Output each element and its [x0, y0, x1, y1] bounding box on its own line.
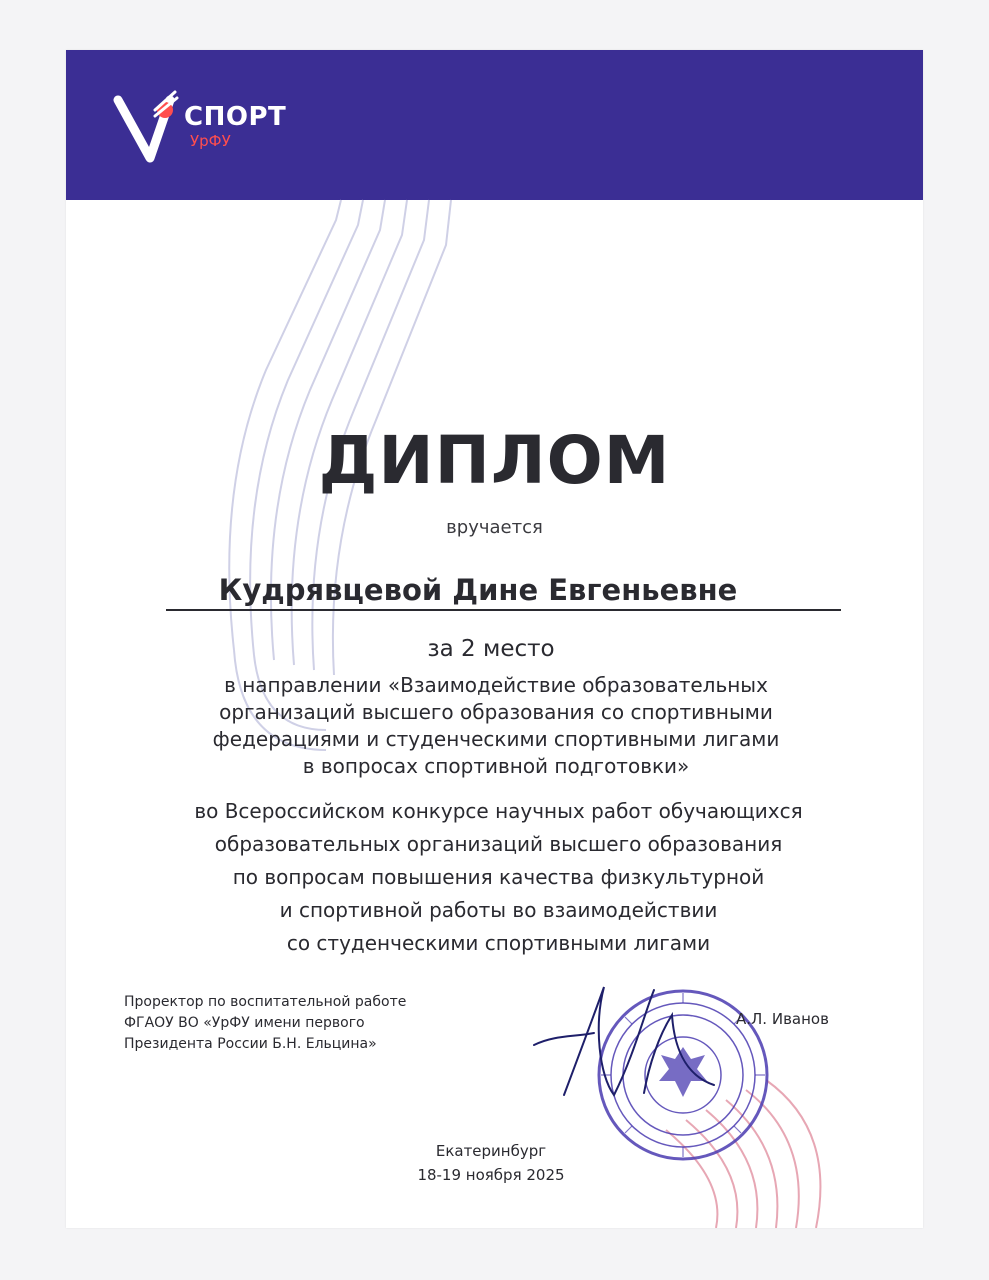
- signer-name: А.Л. Иванов: [736, 1010, 829, 1028]
- contest-line: по вопросам повышения качества физкультурной: [232, 865, 765, 889]
- recipient-underline: [166, 609, 841, 611]
- contest-text: [86, 795, 911, 960]
- logo-mark-icon: [110, 78, 190, 170]
- signer-position: [124, 992, 464, 1055]
- place-text: за 2 место: [427, 636, 555, 662]
- signer-position-line: ФГАОУ ВО «УрФУ имени первого: [124, 1015, 365, 1031]
- logo-text-main: СПОРТ: [184, 102, 287, 132]
- footer-city: Екатеринбург: [435, 1142, 547, 1160]
- sport-urfu-logo: [110, 78, 290, 170]
- contest-line: и спортивной работы во взаимодействии: [279, 898, 718, 922]
- awarded-text: вручается: [446, 517, 543, 538]
- diploma-title: ДИПЛОМ: [318, 422, 671, 499]
- contest-line: образовательных организаций высшего образования: [214, 832, 783, 856]
- diploma-page: [66, 50, 923, 1228]
- signer-position-line: Президента России Б.Н. Ельцина»: [124, 1036, 377, 1052]
- direction-line: в вопросах спортивной подготовки»: [302, 754, 690, 778]
- direction-line: федерациями и студенческими спортивными лигами: [212, 727, 780, 751]
- contest-line: во Всероссийском конкурсе научных работ обучающихся: [194, 799, 803, 823]
- handwritten-signature: [524, 975, 724, 1115]
- contest-line: со студенческими спортивными лигами: [286, 931, 711, 955]
- logo-text-sub: УрФУ: [190, 132, 231, 150]
- signer-position-line: Проректор по воспитательной работе: [124, 994, 407, 1010]
- direction-text: [121, 672, 871, 780]
- direction-line: организаций высшего образования со спортивными: [219, 700, 773, 724]
- footer-date: 18-19 ноября 2025: [417, 1166, 565, 1184]
- recipient-name: Кудрявцевой Дине Евгеньевне: [218, 573, 738, 607]
- direction-line: в направлении «Взаимодействие образовательных: [224, 673, 768, 697]
